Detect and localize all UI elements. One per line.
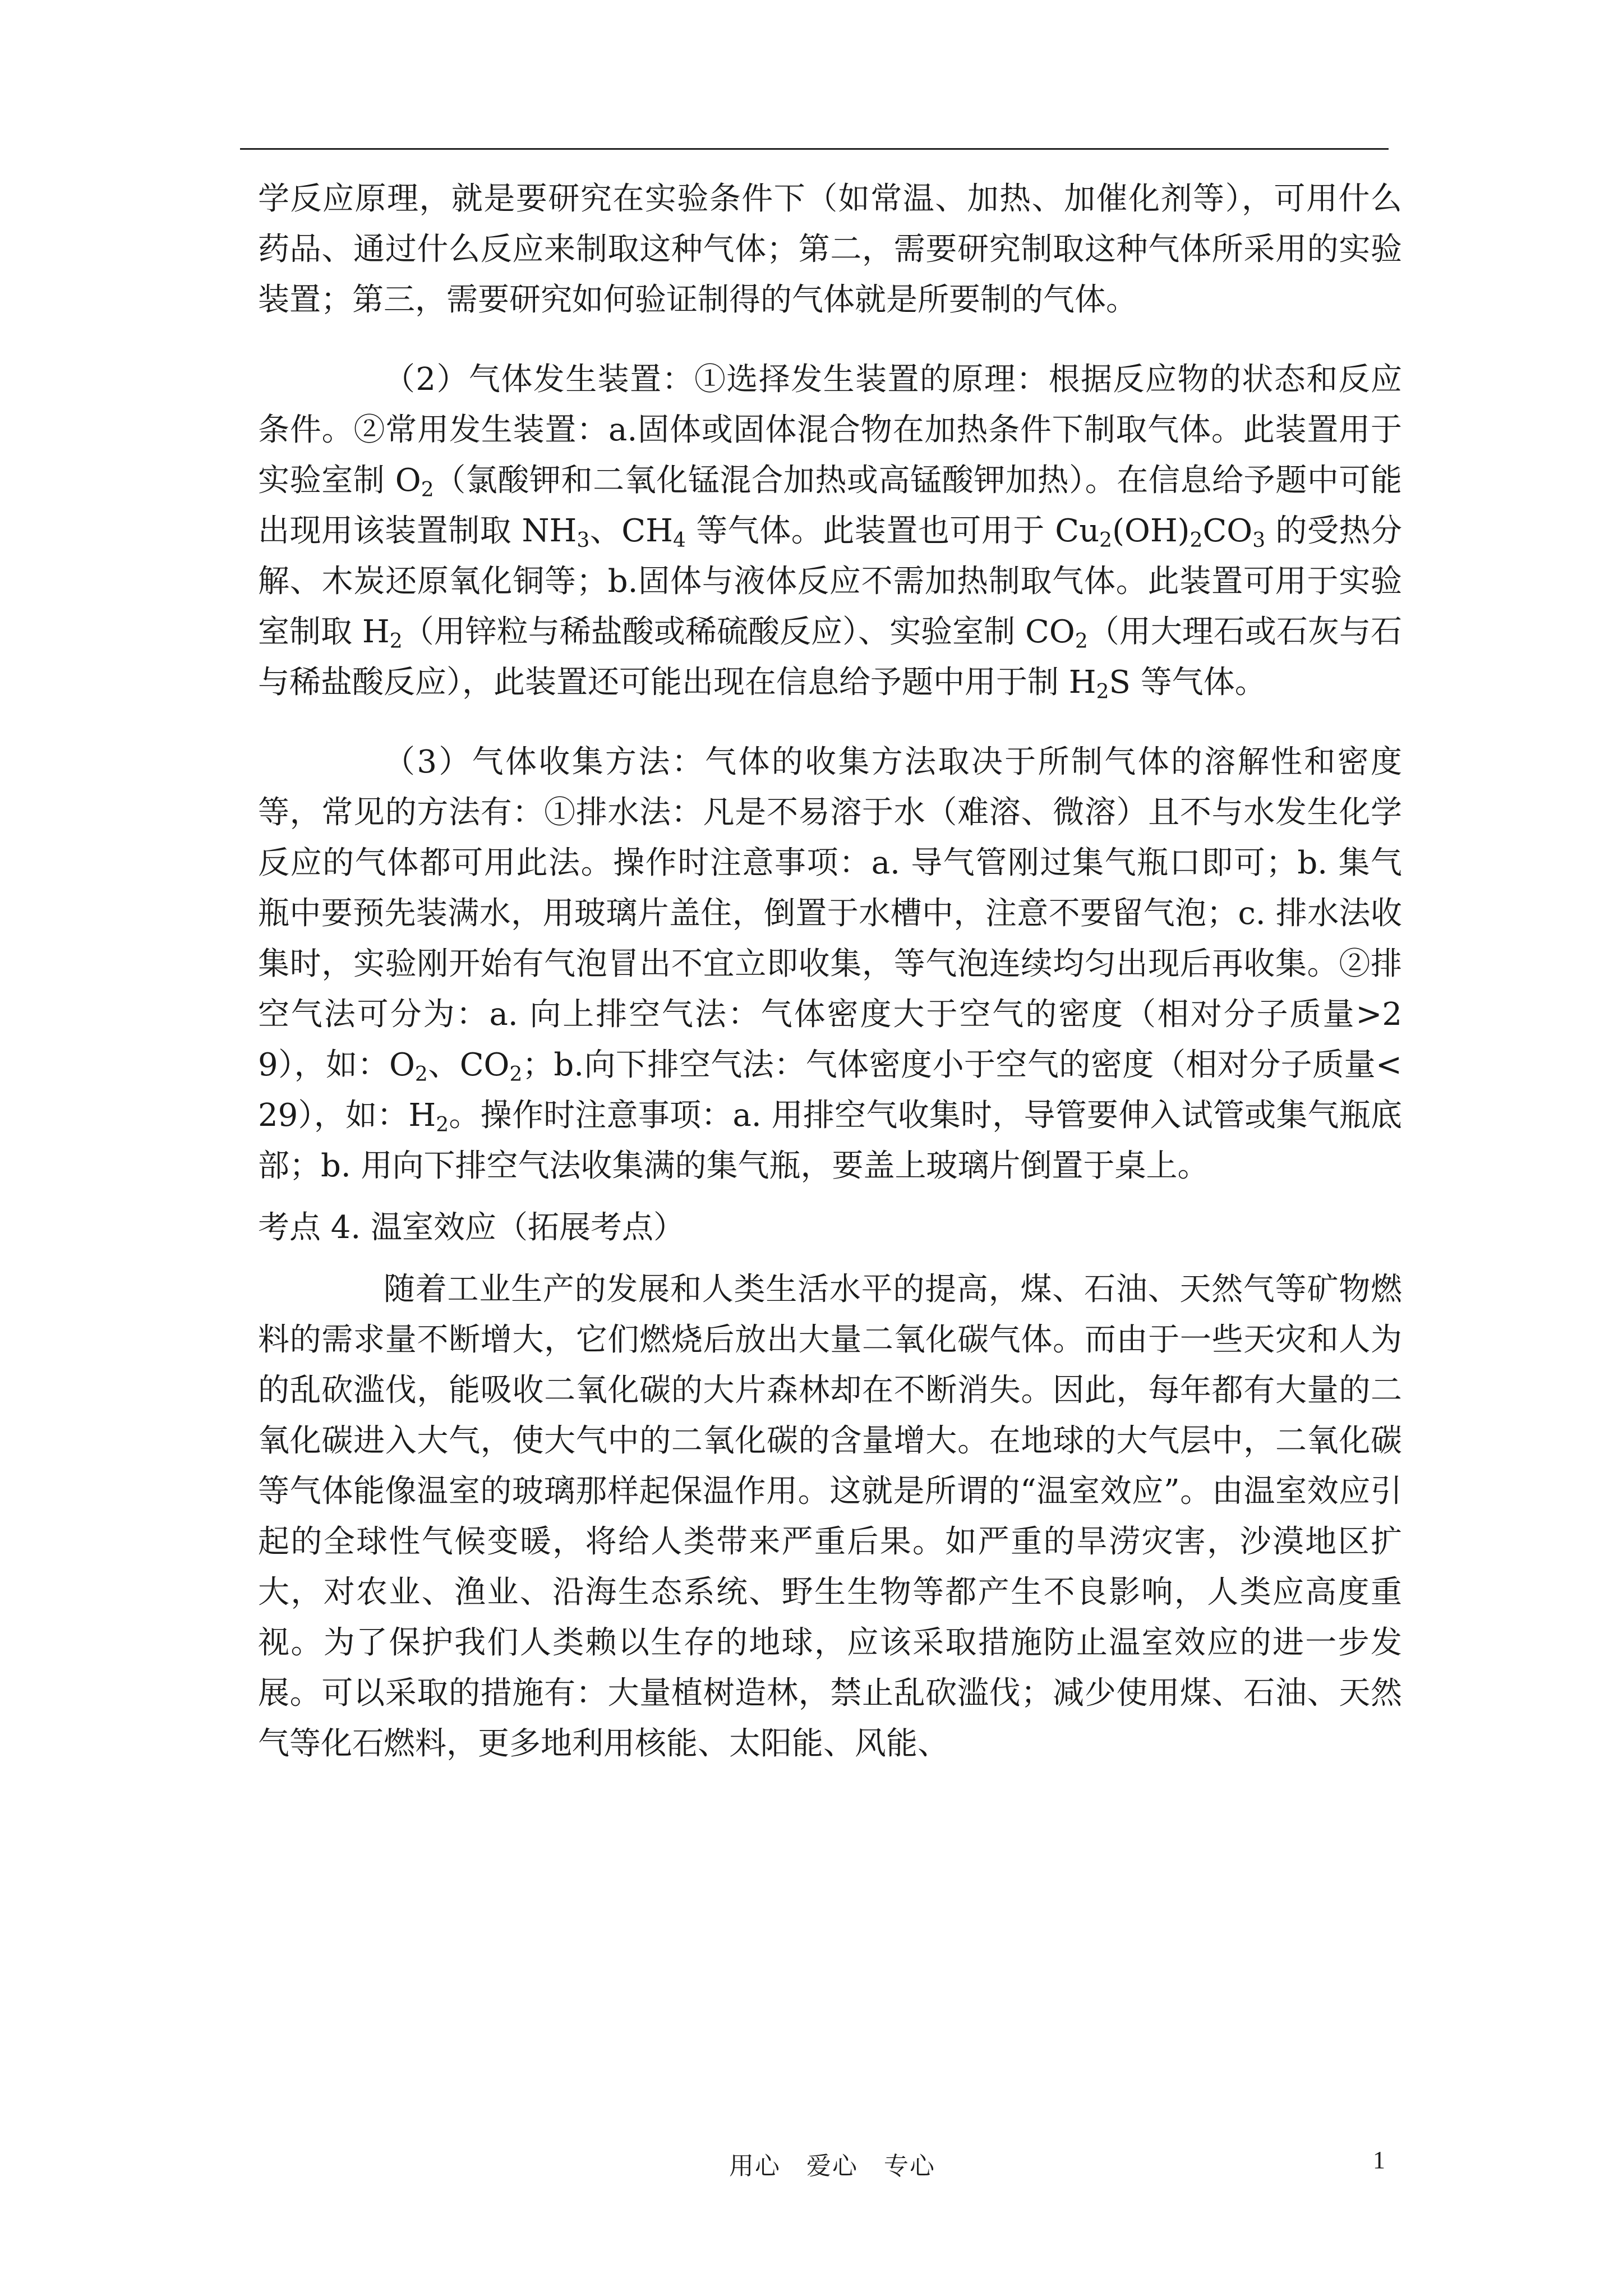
subscript: 2 [1099, 529, 1113, 552]
subscript: 2 [1096, 680, 1109, 703]
subscript: 2 [1075, 630, 1088, 653]
subscript: 2 [414, 1063, 428, 1086]
subscript: 2 [436, 1114, 449, 1137]
subscript: 3 [577, 529, 590, 552]
text-run: （3）气体收集方法：气体的收集方法取决于所制气体的溶解性和密度等，常见的方法有：①排水法：凡是不易溶于水（难溶、微溶）且不与水发生化学反应的气体都可用此法。操作时注意事项：a. 导气管刚过集气瓶口即可；b. 集气瓶中要预先装满水，用玻璃片盖住，倒置于水槽中，注意不要留气泡；c. 排水法收集时，实验刚开始有气泡冒出不宜立即收集，等气泡连续均匀出现后再收集。②排空气法可分为：a. 向上排空气法：气体密度大于空气的密度（相对分子质量>29），如：O [258, 744, 1402, 1083]
text-run: 等气体。此装置也可用于 Cu [685, 513, 1100, 549]
section-heading: 考点 4. 温室效应（拓展考点） [258, 1209, 685, 1246]
paragraph-gas-collection [258, 737, 1402, 1191]
header-rule [240, 148, 1389, 150]
paragraph-text: 随着工业生产的发展和人类生活水平的提高，煤、石油、天然气等矿物燃料的需求量不断增大，它们燃烧后放出大量二氧化碳气体。而由于一些天灾和人为的乱砍滥伐，能吸收二氧化碳的大片森林却在不断消失。因此，每年都有大量的二氧化碳进入大气，使大气中的二氧化碳的含量增大。在地球的大气层中，二氧化碳等气体能像温室的玻璃那样起保温作用。这就是所谓的“温室效应”。由温室效应引起的全球性气候变暖，将给人类带来严重后果。如严重的旱涝灾害，沙漠地区扩大，对农业、渔业、沿海生态系统、野生生物等都产生不良影响，人类应高度重视。为了保护我们人类赖以生存的地球，应该采取措施防止温室效应的进一步发展。可以采取的措施有：大量植树造林，禁止乱砍滥伐；减少使用煤、石油、天然气等化石燃料，更多地利用核能、太阳能、风能、 [258, 1271, 1402, 1762]
text-run: （用大理石或石灰与石与稀盐酸反应），此装置还可能出现在信息给予题中用于制 H [258, 614, 1403, 701]
paragraph-gas-generator [258, 355, 1402, 708]
page-number: 1 [1373, 2146, 1385, 2174]
text-run: S 等气体。 [1109, 664, 1266, 701]
text-run: 。操作时注意事项：a. 用排空气收集时，导管要伸入试管或集气瓶底部；b. 用向下排空气法收集满的集气瓶，要盖上玻璃片倒置于桌上。 [258, 1097, 1403, 1184]
footer-motto: 用心 爱心 专心 [729, 2152, 935, 2180]
paragraph-text: 学反应原理，就是要研究在实验条件下（如常温、加热、加催化剂等），可用什么药品、通过什么反应来制取这种气体；第二，需要研究制取这种气体所采用的实验装置；第三，需要研究如何验证制得的气体就是所要制的气体。 [258, 181, 1402, 318]
text-run: 、CO [427, 1047, 510, 1083]
text-run: 、CH [589, 513, 673, 549]
text-run: （用锌粒与稀盐酸或稀硫酸反应）、实验室制 CO [402, 614, 1075, 650]
paragraph-greenhouse-effect [258, 1264, 1402, 1769]
page-body [258, 174, 1402, 1769]
text-run: ；b.向下排空气法：气体密度小于空气的密度（相对分子质量<29），如：H [258, 1047, 1402, 1134]
text-run: (OH) [1112, 513, 1190, 549]
subscript: 2 [1189, 529, 1203, 552]
text-run: （氯酸钾和二氧化锰混合加热或高锰酸钾加热）。在信息给予题中可能出现用该装置制取 NH [258, 462, 1402, 549]
paragraph-continuation [258, 174, 1402, 325]
subscript: 4 [672, 529, 686, 552]
text-run: （2）气体发生装置：①选择发生装置的原理：根据反应物的状态和反应条件。②常用发生装置：a.固体或固体混合物在加热条件下制取气体。此装置用于实验室制 O [258, 361, 1402, 499]
subscript: 2 [509, 1063, 523, 1086]
subscript: 2 [389, 630, 403, 653]
subscript: 2 [421, 478, 434, 501]
text-run: CO [1202, 513, 1253, 549]
text-run: 的受热分解、木炭还原氧化铜等；b.固体与液体反应不需加热制取气体。此装置可用于实验室制取 H [258, 513, 1402, 650]
subscript: 3 [1252, 529, 1266, 552]
